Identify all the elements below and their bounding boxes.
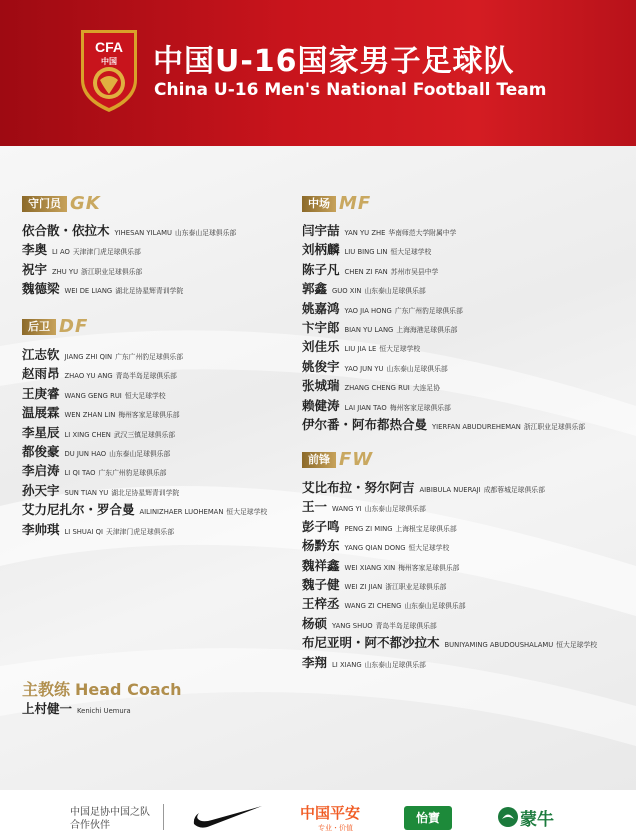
- player-row: [302, 614, 597, 633]
- player-row: [22, 260, 236, 279]
- player-row: [302, 497, 597, 516]
- player-row: [302, 376, 585, 395]
- nike-swoosh-icon: [192, 804, 264, 830]
- player-club: 山东泰山足球俱乐部: [404, 602, 466, 611]
- player-club: 恒大足球学校: [390, 248, 432, 257]
- player-club: 武汉三镇足球俱乐部: [113, 430, 176, 439]
- player-name: 魏德梁: [22, 281, 60, 297]
- section-fw-label-en: FW: [339, 449, 374, 470]
- player-pinyin: WEI DE LIANG: [64, 287, 113, 296]
- roster-area: [0, 146, 636, 790]
- player-club: 青岛半岛足球俱乐部: [375, 621, 437, 630]
- partner-label-line-1: 中国足协中国之队: [70, 807, 150, 818]
- player-name: 郭鑫: [302, 281, 328, 297]
- player-name: 孙天宇: [22, 482, 60, 498]
- player-pinyin: LI QI TAO: [64, 469, 96, 478]
- player-pinyin: PENG ZI MING: [344, 524, 393, 533]
- player-pinyin: BUNIYAMING ABUDOUSHALAMU: [444, 641, 554, 650]
- player-club: 上海海港足球俱乐部: [396, 325, 458, 334]
- player-row: [302, 517, 597, 536]
- player-row: [302, 240, 585, 259]
- player-row: [302, 594, 597, 613]
- player-name: 姚嘉鸿: [302, 300, 340, 316]
- section-fw-header: [302, 451, 373, 469]
- player-pinyin: AILINIZHAER LUOHEMAN: [139, 508, 224, 517]
- player-pinyin: WANG ZI CHENG: [344, 602, 402, 611]
- section-df-header: [22, 318, 88, 336]
- player-row: [22, 279, 236, 298]
- page-title-zh: 中国U-16国家男子足球队: [153, 44, 515, 79]
- player-name: 李奥: [22, 242, 48, 258]
- player-club: 山东泰山足球俱乐部: [386, 364, 448, 373]
- player-pinyin: LI XIANG: [332, 660, 362, 669]
- player-row: [22, 520, 267, 539]
- player-row: [302, 357, 585, 376]
- section-fw-label-zh: 前锋: [302, 452, 336, 468]
- player-club: 成都蓉城足球俱乐部: [483, 486, 545, 494]
- player-name: 李启涛: [22, 463, 60, 479]
- player-row: [302, 415, 585, 434]
- player-row: [302, 633, 597, 652]
- player-row: [22, 221, 236, 240]
- player-club: 恒大足球学校: [226, 508, 268, 517]
- player-row: [22, 461, 267, 480]
- player-club: 山东泰山足球俱乐部: [364, 287, 426, 296]
- player-pinyin: YIHESAN YILAMU: [114, 229, 173, 237]
- player-pinyin: ZHAO YU ANG: [64, 372, 113, 381]
- partner-label: [70, 806, 162, 832]
- cfa-crest-icon: [78, 28, 140, 114]
- partner-label-line-2: 合作伙伴: [70, 820, 110, 831]
- player-name: 彭子鸣: [302, 518, 340, 534]
- player-row: [302, 299, 585, 318]
- player-pinyin: WEN ZHAN LIN: [64, 411, 116, 420]
- yibao-logo: 怡寶: [404, 806, 452, 830]
- player-club: 浙江职业足球俱乐部: [385, 582, 447, 591]
- player-pinyin: WANG YI: [332, 505, 362, 514]
- player-name: 杨硕: [302, 615, 328, 631]
- player-name: 王庚睿: [22, 385, 60, 401]
- player-name: 陈子凡: [302, 261, 340, 277]
- player-name: 魏子健: [302, 576, 340, 592]
- player-pinyin: LIU BING LIN: [344, 248, 388, 257]
- player-club: 梅州客家足球俱乐部: [118, 411, 180, 420]
- player-name: 布尼亚明・阿不都沙拉木: [302, 635, 440, 651]
- head-coach-heading: [22, 677, 186, 700]
- player-club: 湖北足协星辉青训学院: [115, 287, 184, 296]
- player-row: [22, 384, 267, 403]
- player-name: 王梓丞: [302, 596, 340, 612]
- mf-list: [302, 221, 585, 434]
- player-club: 天津津门虎足球俱乐部: [106, 527, 175, 536]
- player-club: 山东泰山足球俱乐部: [364, 505, 426, 514]
- player-name: 闫宇喆: [302, 223, 340, 238]
- mengniu-logo: 蒙牛: [520, 810, 554, 830]
- player-row: [302, 556, 597, 575]
- player-pinyin: GUO XIN: [332, 287, 362, 296]
- player-row: [302, 279, 585, 298]
- player-club: 恒大足球学校: [379, 345, 421, 354]
- player-row: [302, 221, 585, 240]
- player-club: 浙江职业足球俱乐部: [81, 267, 143, 276]
- gk-list: [22, 221, 236, 299]
- player-row: [302, 318, 585, 337]
- player-name: 伊尔番・阿布都热合曼: [302, 416, 428, 432]
- player-name: 王一: [302, 499, 328, 515]
- player-pinyin: ZHU YU: [52, 267, 79, 276]
- player-pinyin: WEI XIANG XIN: [344, 563, 396, 572]
- player-pinyin: CHEN ZI FAN: [344, 267, 388, 276]
- section-mf-header: [302, 195, 371, 213]
- player-pinyin: JIANG ZHI QIN: [64, 353, 113, 361]
- player-row: [22, 364, 267, 383]
- player-row: [22, 403, 267, 422]
- player-name: 赖健涛: [302, 397, 340, 413]
- page-title-en: China U-16 Men's National Football Team: [154, 80, 547, 100]
- player-pinyin: SUN TIAN YU: [64, 488, 109, 497]
- player-row: [302, 575, 597, 594]
- player-club: 梅州客家足球俱乐部: [398, 563, 460, 572]
- player-name: 李星辰: [22, 424, 60, 440]
- player-pinyin: LI SHUAI QI: [64, 527, 104, 536]
- player-row: [22, 240, 236, 259]
- player-row: [302, 478, 597, 497]
- player-row: [22, 442, 267, 461]
- head-coach-pinyin: Kenichi Uemura: [77, 707, 131, 715]
- player-pinyin: YANG QIAN DONG: [344, 544, 406, 553]
- player-pinyin: YAO JIA HONG: [344, 306, 392, 315]
- player-name: 李翔: [302, 654, 328, 670]
- player-pinyin: LAI JIAN TAO: [344, 403, 387, 412]
- head-coach-title-en: Head Coach: [75, 680, 182, 699]
- player-pinyin: YIERFAN ABUDUREHEMAN: [432, 422, 521, 431]
- player-club: 华南师范大学附属中学: [388, 229, 457, 237]
- player-pinyin: BIAN YU LANG: [344, 325, 394, 334]
- player-row: [302, 396, 585, 415]
- player-row: [302, 337, 585, 356]
- player-row: [22, 481, 267, 500]
- player-name: 姚俊宇: [302, 358, 340, 374]
- player-pinyin: DU JUN HAO: [64, 449, 107, 458]
- player-club: 上海根宝足球俱乐部: [395, 524, 457, 533]
- section-gk-label-zh: 守门员: [22, 196, 67, 212]
- player-row: [22, 345, 267, 364]
- player-pinyin: YAO JUN YU: [344, 364, 384, 373]
- player-club: 梅州客家足球俱乐部: [389, 403, 451, 412]
- mengniu-icon: [497, 806, 519, 828]
- player-club: 广东广州豹足球俱乐部: [115, 353, 184, 361]
- player-name: 祝宇: [22, 261, 48, 277]
- pingan-slogan: 专业・价值: [318, 824, 353, 832]
- player-name: 刘佳乐: [302, 339, 340, 355]
- section-mf-label-en: MF: [339, 193, 372, 214]
- player-club: 恒大足球学校: [408, 544, 450, 553]
- player-name: 赵雨昂: [22, 366, 60, 382]
- header-banner: [0, 0, 636, 146]
- player-club: 广东广州豹足球俱乐部: [394, 306, 463, 315]
- player-club: 山东泰山足球俱乐部: [109, 449, 171, 458]
- player-row: [22, 500, 267, 519]
- footer-divider: [163, 804, 164, 830]
- player-row: [302, 260, 585, 279]
- player-pinyin: ZHANG CHENG RUI: [344, 384, 410, 393]
- player-name: 卞宇郎: [302, 319, 340, 335]
- player-name: 刘柄麟: [302, 242, 340, 258]
- player-name: 李帅琪: [22, 521, 60, 537]
- crest-text: CFA: [95, 39, 123, 55]
- player-club: 广东广州豹足球俱乐部: [98, 469, 167, 478]
- player-name: 杨黔东: [302, 538, 340, 554]
- player-club: 山东泰山足球俱乐部: [175, 229, 237, 237]
- player-name: 艾比布拉・努尔阿吉: [302, 480, 415, 495]
- player-pinyin: YAN YU ZHE: [344, 229, 386, 237]
- df-list: [22, 345, 267, 539]
- player-name: 魏祥鑫: [302, 557, 340, 573]
- player-name: 都俊豪: [22, 443, 60, 459]
- player-club: 恒大足球学校: [124, 391, 166, 400]
- player-name: 江志钦: [22, 347, 60, 362]
- player-club: 恒大足球学校: [556, 641, 598, 650]
- section-df-label-en: DF: [59, 316, 89, 337]
- player-row: [22, 423, 267, 442]
- player-name: 依合散・依拉木: [22, 223, 110, 238]
- player-name: 张城瑞: [302, 378, 340, 394]
- player-club: 山东泰山足球俱乐部: [364, 660, 426, 669]
- section-gk-header: [22, 195, 101, 213]
- player-club: 青岛半岛足球俱乐部: [115, 372, 177, 381]
- crest-subtext: 中国: [101, 57, 117, 66]
- player-club: 大连足协: [412, 384, 440, 393]
- player-club: 苏州市吴县中学: [390, 267, 439, 276]
- pingan-logo: 中国平安: [300, 804, 361, 822]
- player-pinyin: WANG GENG RUI: [64, 391, 122, 400]
- player-pinyin: WEI ZI JIAN: [344, 582, 383, 591]
- player-club: 天津津门虎足球俱乐部: [72, 248, 141, 257]
- player-name: 温展霖: [22, 405, 60, 421]
- player-pinyin: LI AO: [52, 248, 70, 257]
- head-coach-row: [22, 699, 131, 717]
- section-mf-label-zh: 中场: [302, 196, 336, 212]
- player-row: [302, 653, 597, 672]
- player-pinyin: AIBIBULA NUERAJI: [419, 486, 481, 494]
- player-row: [302, 536, 597, 555]
- player-pinyin: LIU JIA LE: [344, 345, 377, 354]
- sponsor-footer: [0, 790, 636, 835]
- player-pinyin: YANG SHUO: [332, 621, 373, 630]
- player-club: 湖北足协星辉青训学院: [111, 488, 180, 497]
- head-coach-name: 上村健一: [22, 701, 73, 716]
- player-club: 浙江职业足球俱乐部: [523, 422, 586, 431]
- player-pinyin: LI XING CHEN: [64, 430, 111, 439]
- player-name: 艾力尼扎尔・罗合曼: [22, 502, 135, 518]
- fw-list: [302, 478, 597, 672]
- section-gk-label-en: GK: [70, 193, 101, 214]
- head-coach-title-zh: 主教练: [22, 680, 71, 699]
- section-df-label-zh: 后卫: [22, 319, 56, 335]
